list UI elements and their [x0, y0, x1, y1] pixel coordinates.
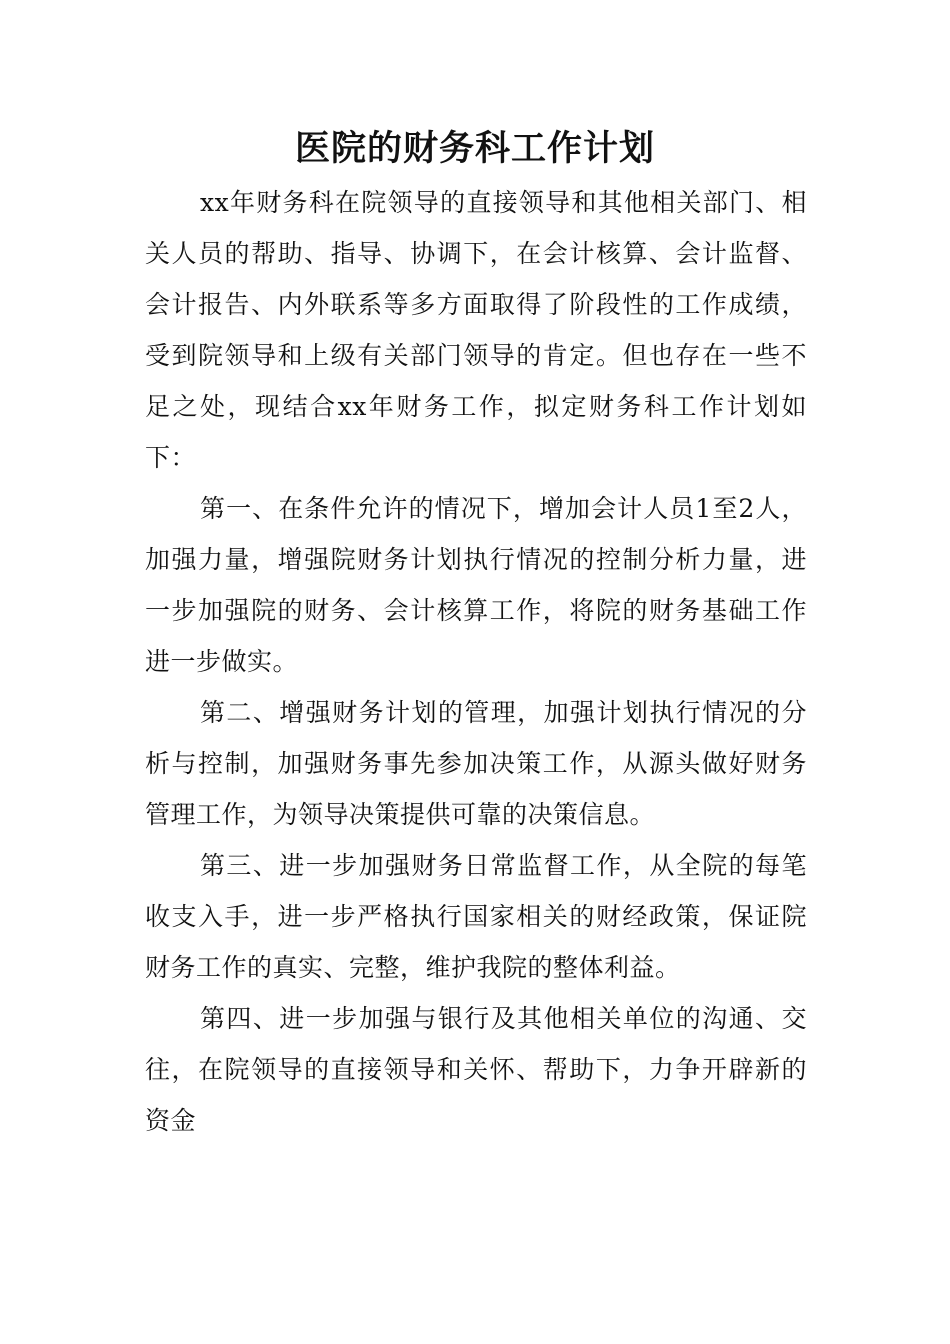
document-title: 医院的财务科工作计划 [294, 129, 655, 169]
paragraph-intro: xx年财务科在院领导的直接领导和其他相关部门、相关人员的帮助、指导、协调下，在会计核算、会计监督、会计报告、内外联系等多方面取得了阶段性的工作成绩，受到院领导和上级有关部门领导的肯定。但也存在一些不足之处，现结合xx年财务工作，拟定财务科工作计划如下： [145, 188, 807, 472]
paragraph-item-3: 第三、进一步加强财务日常监督工作，从全院的每笔收支入手，进一步严格执行国家相关的财经政策，保证院财务工作的真实、完整，维护我院的整体利益。 [145, 851, 807, 982]
paragraph-item-2: 第二、增强财务计划的管理，加强计划执行情况的分析与控制，加强财务事先参加决策工作，从源头做好财务管理工作，为领导决策提供可靠的决策信息。 [145, 698, 807, 829]
document-body [145, 177, 807, 1146]
paragraph-item-4: 第四、进一步加强与银行及其他相关单位的沟通、交往，在院领导的直接领导和关怀、帮助下，力争开辟新的资金 [145, 1004, 807, 1135]
paragraph-item-1: 第一、在条件允许的情况下，增加会计人员1至2人，加强力量，增强院财务计划执行情况的控制分析力量，进一步加强院的财务、会计核算工作，将院的财务基础工作进一步做实。 [145, 494, 807, 676]
